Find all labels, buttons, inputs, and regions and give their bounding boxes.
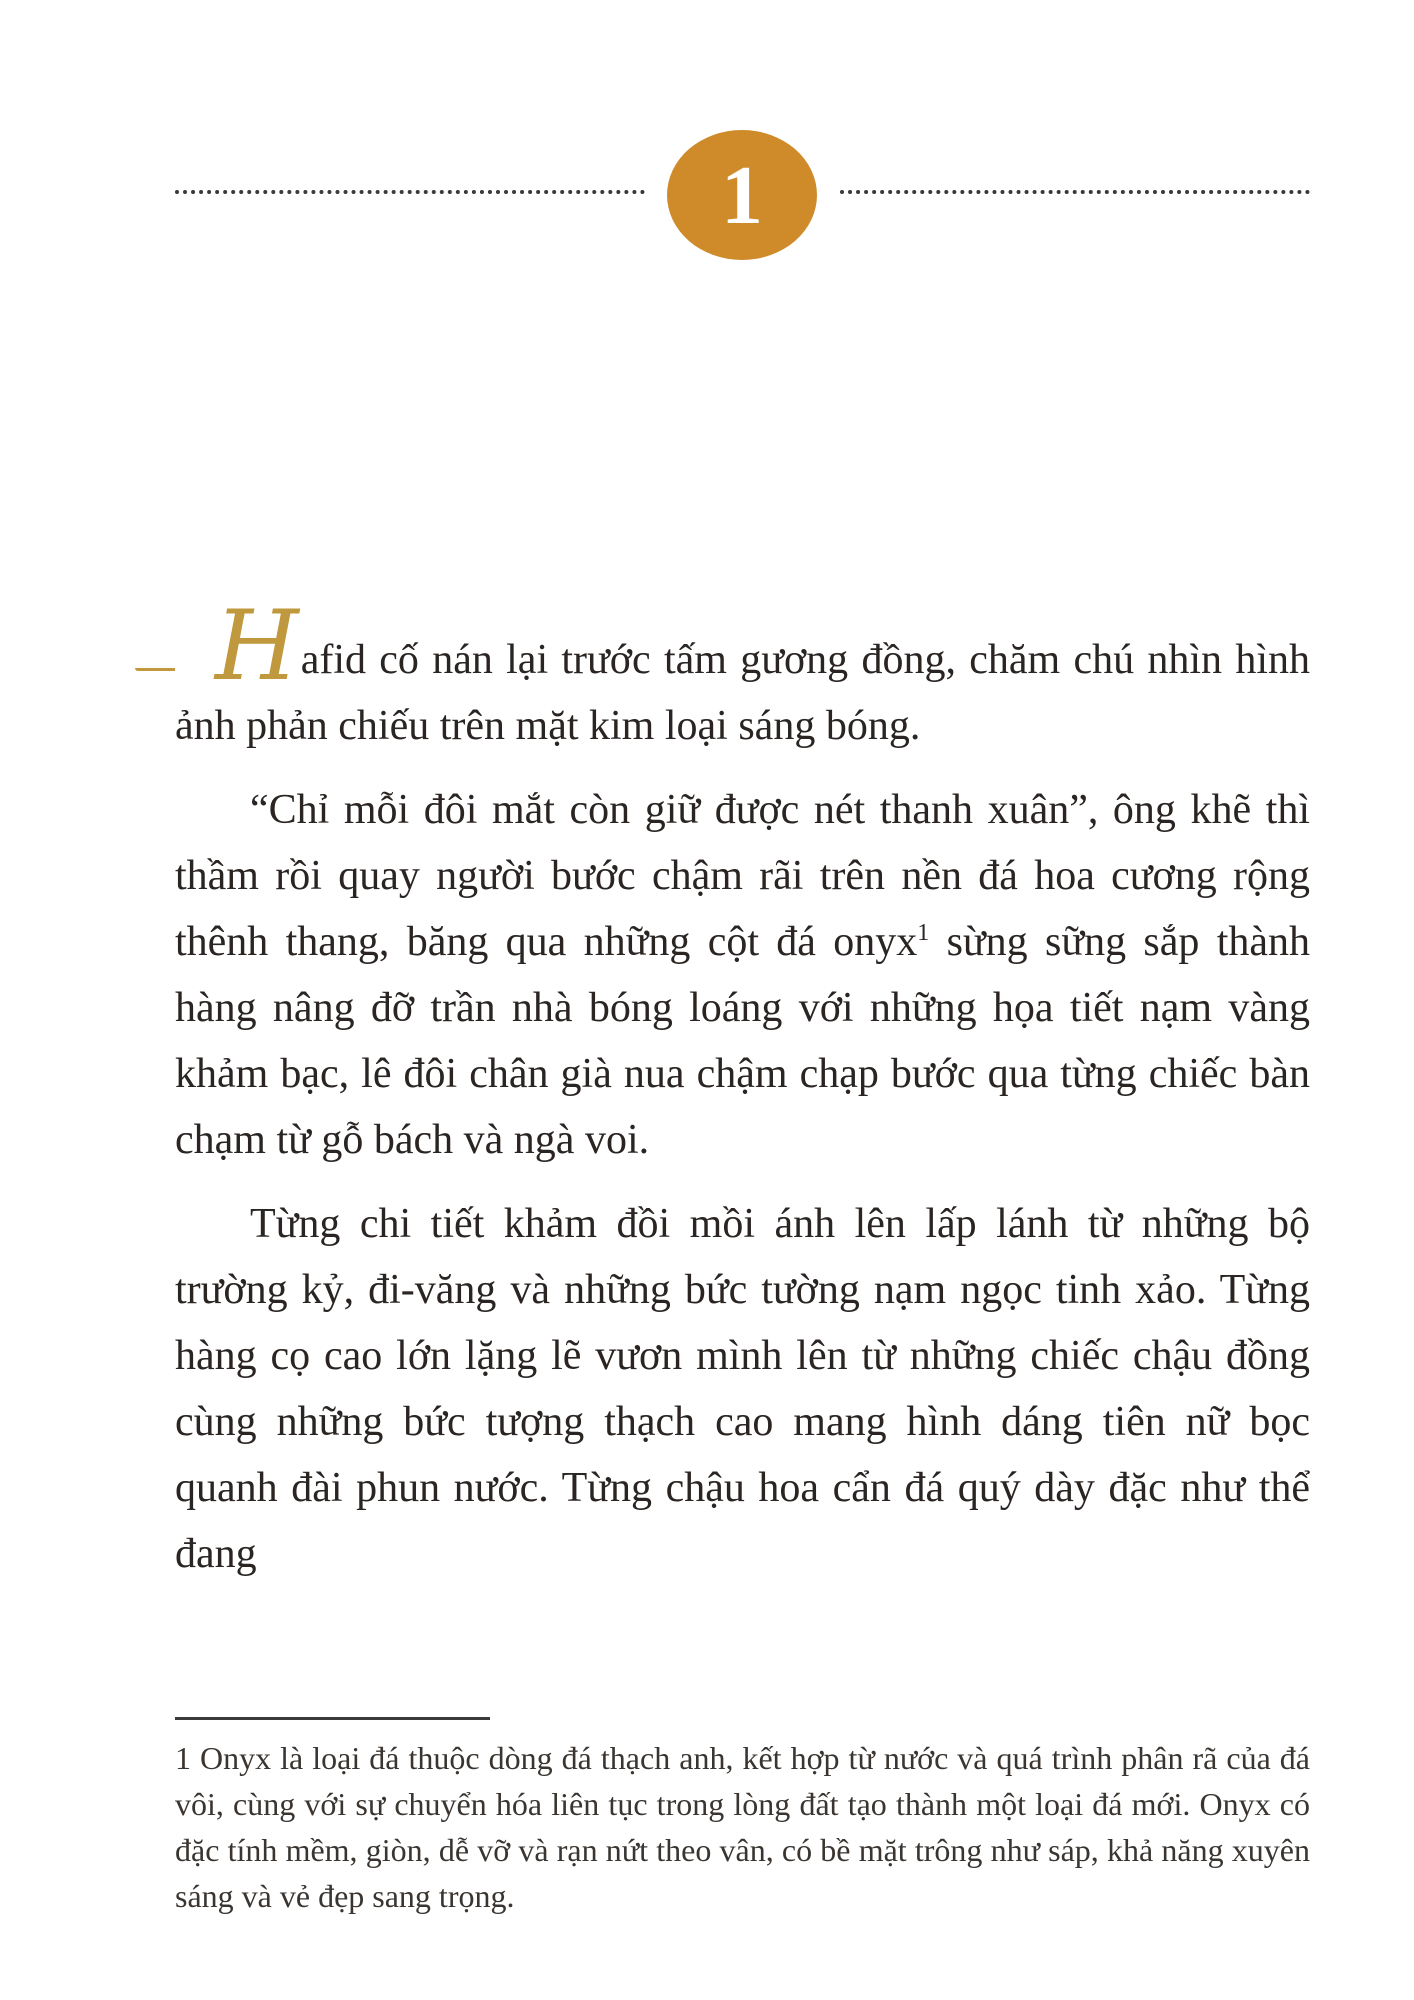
paragraph-1 — [175, 590, 1310, 759]
footnote — [175, 1735, 1310, 1919]
chapter-number-badge — [667, 130, 817, 260]
paragraph-2-text-a: “Chỉ mỗi đôi mắt còn giữ được nét thanh xuân”, ông khẽ thì thầm rồi quay người bước chậm rãi trên nền đá hoa cương rộng thênh thang, băng qua những cột đá onyx — [175, 787, 1310, 965]
paragraph-1-text: afid cố nán lại trước tấm gương đồng, chăm chú nhìn hình ảnh phản chiếu trên mặt kim loại sáng bóng. — [175, 637, 1310, 749]
paragraph-3 — [175, 1191, 1310, 1587]
dotted-divider-left — [175, 190, 645, 194]
chapter-number: 1 — [721, 148, 763, 242]
chapter-body — [175, 590, 1311, 1587]
paragraph-3-text: Từng chi tiết khảm đồi mồi ánh lên lấp lánh từ những bộ trường kỷ, đi-văng và những bức tường nạm ngọc tinh xảo. Từng hàng cọ cao lớn lặng lẽ vươn mình lên từ những chiếc chậu đồng cùng những bức tượng thạch cao mang hình dáng tiên nữ bọc quanh đài phun nước. Từng chậu hoa cẩn đá quý dày đặc như thể đang — [175, 1201, 1310, 1577]
chapter-header — [175, 130, 1310, 260]
footnote-separator — [175, 1717, 490, 1720]
footnote-text: 1 Onyx là loại đá thuộc dòng đá thạch anh, kết hợp từ nước và quá trình phân rã của đá vôi, cùng với sự chuyển hóa liên tục trong lòng đất tạo thành một loại đá mới. Onyx có đặc tính mềm, giòn, dễ vỡ và rạn nứt theo vân, có bề mặt trông như sáp, khả năng xuyên sáng và vẻ đẹp sang trọng. — [175, 1740, 1310, 1914]
dropcap-flourish — [135, 668, 175, 671]
paragraph-2 — [175, 777, 1310, 1173]
footnote-ref[interactable]: 1 — [917, 920, 930, 946]
dotted-divider-right — [840, 190, 1310, 194]
dropcap-letter: H — [215, 590, 299, 702]
paragraph-2-text-b: sừng sững sắp thành hàng nâng đỡ trần nhà bóng loáng với những họa tiết nạm vàng khảm bạc, lê đôi chân già nua chậm chạp bước qua từng chiếc bàn chạm từ gỗ bách và ngà voi. — [175, 919, 1311, 1163]
